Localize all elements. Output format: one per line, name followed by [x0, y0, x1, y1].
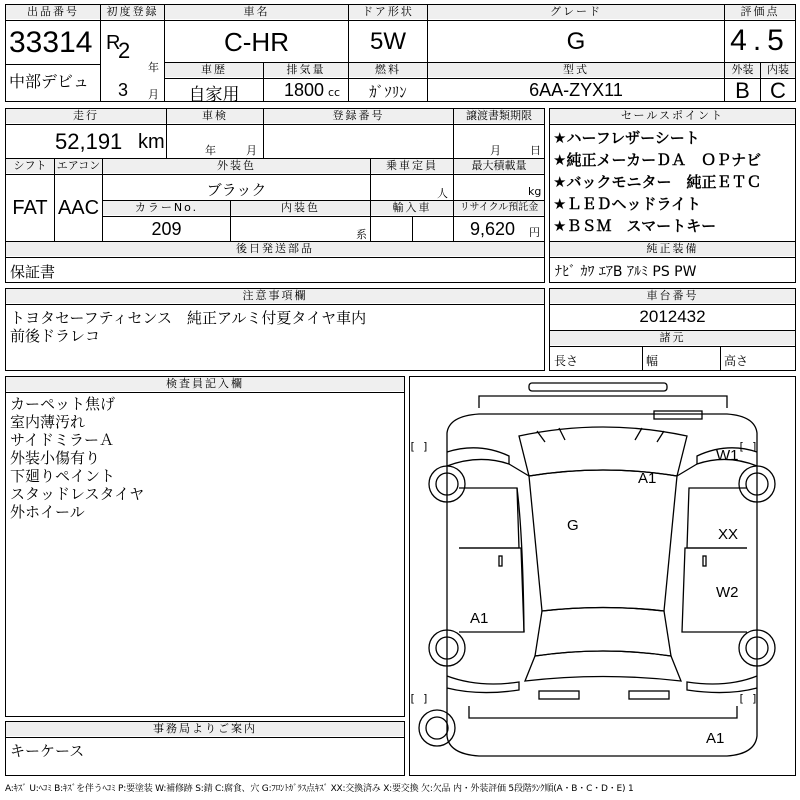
exterior-header: 外装	[725, 63, 760, 77]
score: 4.5	[730, 24, 790, 57]
chassis-number: 2012432	[639, 307, 706, 326]
damage-mark: A1	[470, 610, 489, 627]
inspector-line: 下廻りペイント	[10, 467, 116, 485]
inspector-line: カーペット焦げ	[10, 395, 116, 413]
interior-score: C	[770, 78, 786, 103]
color-header: 外装色	[103, 159, 370, 173]
mileage: 52,191	[55, 129, 123, 154]
reg-year-unit: 年	[148, 61, 159, 74]
inspector-list	[10, 395, 144, 521]
interior-header: 内装	[761, 63, 795, 77]
diagram-bracket-left: [ ]	[409, 440, 429, 453]
shift: FAT	[12, 197, 48, 219]
legend: A:ｷｽﾞ U:ﾍｺﾐ B:ｷｽﾞを伴うﾍｺﾐ P:要塗装 W:補修跡 S:錆 C:腐食、穴 G:ﾌﾛﾝﾄｶﾞﾗｽ点ｷｽﾞ XX:交換済み X:要交換 欠:欠品 内・外装評価 5段階ﾗﾝｸ順(A・B・C・D・E) 1	[5, 784, 634, 794]
sales-points-list	[553, 129, 761, 235]
displacement-header: 排気量	[264, 63, 348, 77]
ac-header: エアコン	[56, 159, 101, 172]
reg-no-header: 登録番号	[264, 109, 453, 123]
transfer-day-unit: 日	[530, 144, 541, 157]
recycle-unit: 円	[529, 226, 540, 239]
mileage-unit: km	[138, 131, 165, 153]
model: 6AA-ZYX11	[529, 80, 623, 100]
diagram-bracket-left-2: [ ]	[409, 692, 429, 705]
car-name: C-HR	[224, 27, 289, 57]
reg-month-unit: 月	[148, 88, 159, 101]
exterior-color: ブラック	[206, 181, 267, 199]
office-note: キーケース	[10, 742, 85, 760]
car-name-header: 車名	[165, 5, 348, 19]
exterior-score: B	[735, 78, 750, 103]
damage-mark: W1	[716, 447, 739, 464]
sales-point: ★純正メーカーＤＡ ＯＰナビ	[553, 151, 762, 169]
diagram-bracket-right-2: [ ]	[738, 692, 758, 705]
interior-color-unit: 系	[356, 228, 367, 241]
load-header: 最大積載量	[454, 159, 544, 173]
sales-point: ★バックモニター 純正ＥＴＣ	[553, 173, 762, 191]
fuel-header: 燃料	[349, 63, 427, 77]
venue: 中部デビュ	[9, 72, 90, 91]
import-header: 輸入車	[371, 201, 453, 215]
lot-number-header: 出品番号	[6, 5, 100, 19]
note-line: 前後ドラレコ	[10, 327, 101, 345]
damage-mark: XX	[718, 526, 739, 543]
first-registration-header: 初度登録	[101, 5, 164, 19]
inspector-header: 検査員記入欄	[6, 377, 404, 391]
recycle-fee: 9,620	[470, 219, 516, 239]
dimensions-header: 諸元	[550, 331, 795, 345]
interior-color-header: 内装色	[231, 201, 370, 215]
mileage-header: 走行	[6, 109, 166, 123]
inspector-line: 室内薄汚れ	[10, 413, 86, 431]
notes-list	[10, 309, 366, 345]
note-line: トヨタセーフティセンス 純正アルミ付夏タイヤ車内	[10, 309, 367, 327]
door-type: 5W	[370, 28, 406, 55]
equipment: ﾅﾋﾞ ｶﾜ ｴｱB ｱﾙﾐ PS PW	[555, 264, 697, 280]
grade: G	[566, 28, 586, 55]
damage-mark: W2	[716, 584, 739, 601]
later-parts: 保証書	[10, 263, 56, 281]
car-diagram	[409, 376, 796, 776]
ac: AAC	[57, 197, 100, 219]
color-no: 209	[151, 219, 182, 239]
recycle-header: リサイクル預託金	[454, 201, 544, 215]
reg-year: 2	[118, 38, 131, 63]
door-header: ドア形状	[349, 5, 427, 19]
chassis-header: 車台番号	[550, 289, 795, 303]
era: R	[106, 32, 121, 54]
notes-header: 注意事項欄	[6, 289, 544, 303]
capacity-header: 乗車定員	[371, 159, 453, 173]
grade-header: グレード	[428, 5, 724, 19]
capacity-unit: 人	[437, 187, 448, 200]
inspection-header: 車検	[167, 109, 263, 123]
sales-point: ★ＬＥＤヘッドライト	[553, 195, 701, 213]
equipment-header: 純正装備	[550, 242, 795, 256]
history: 自家用	[188, 85, 240, 105]
shift-header: シフト	[6, 159, 54, 173]
sales-point: ★ハーフレザーシート	[553, 129, 700, 147]
damage-mark: A1	[706, 730, 725, 747]
sales-point: ★ＢＳＭ スマートキー	[553, 217, 717, 235]
diagram-bracket-right: [ ]	[738, 440, 758, 453]
damage-mark: A1	[638, 470, 657, 487]
damage-mark: G	[567, 517, 579, 534]
inspector-line: スタッドレスタイヤ	[10, 485, 145, 503]
displacement-unit: cc	[328, 86, 341, 99]
reg-month: 3	[118, 80, 129, 100]
height-label: 高さ	[724, 354, 749, 368]
fuel: ｶﾞｿﾘﾝ	[369, 83, 407, 101]
inspector-line: 外ホイール	[10, 503, 85, 521]
transfer-header: 譲渡書類期限	[454, 109, 544, 123]
model-header: 型式	[428, 63, 724, 77]
transfer-month-unit: 月	[490, 144, 501, 157]
load-unit: kg	[528, 185, 542, 198]
score-header: 評価点	[725, 5, 795, 19]
inspection-month-unit: 月	[246, 144, 257, 157]
lot-number: 33314	[9, 26, 93, 59]
width-label: 幅	[646, 354, 659, 368]
displacement: 1800	[284, 80, 325, 100]
sales-points-header: セールスポイント	[550, 109, 795, 123]
history-header: 車歴	[165, 63, 263, 77]
later-parts-header: 後日発送部品	[6, 242, 544, 256]
length-label: 長さ	[554, 354, 579, 368]
inspector-line: サイドミラーＡ	[10, 431, 114, 449]
color-no-header: カラーNo.	[103, 201, 230, 215]
inspection-year-unit: 年	[205, 144, 216, 157]
inspector-line: 外装小傷有り	[10, 449, 101, 467]
office-header: 事務局よりご案内	[6, 722, 404, 736]
